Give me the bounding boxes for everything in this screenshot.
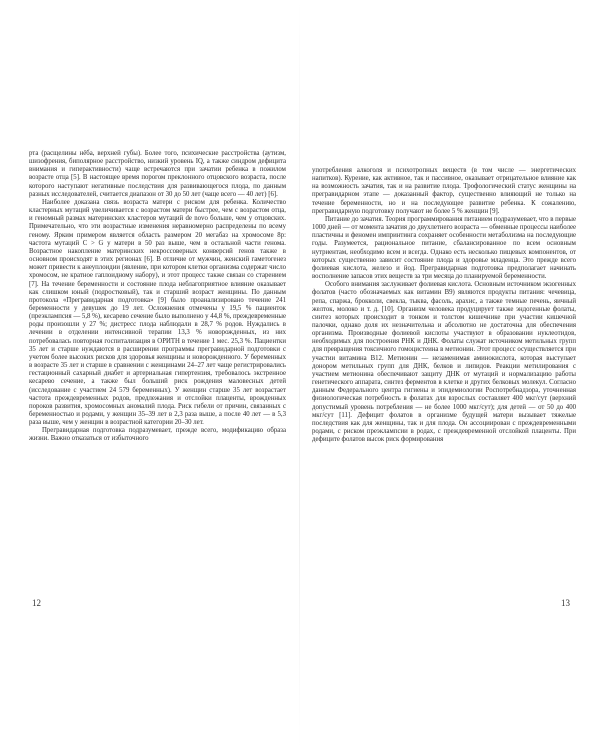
right-paragraph-3: Особого внимания заслуживает фолиевая кислота. Основным источником экзогенных фолатов (часто обозначаемых как витамин B9) являются продукты питания: чечевица, репа, спаржа, брокколи, свекла, тыква, фасоль, арахис, а также темные печень, яичный желток, молоко и т. д. [10]. Организм человека продуцирует также эндогенные фолаты, синтез которых происходит в тонком и толстом кишечнике при участии кишечной палочки, однако доля их незначительна и абсолютно не достаточна для обеспечения организма. Производные фолиевой кислоты участвуют в образовании нуклеотидов, необходимых для построения РНК и ДНК. Фолаты служат источником метильных групп для превращения токсичного гомоцистеина в метионин. Этот процесс осуществляется при участии витамина B12. Метионин — незаменимая аминокислота, которая выступает донором метильных групп для ДНК, белков и липидов. Реакции метилирования с участием метионина обеспечивают защиту ДНК от мутаций и нормализацию работы генетического аппарата, синтез ферментов в клетке и других белковых молекул. Согласно данным Федерального центра гигиены и эпидемиологии Роспотребнадзора, уточненная физиологическая потребность в фолатах для взрослых составляет 400 мкг/сут (верхний допустимый уровень потребления — не более 1000 мкг/сут); для детей — от 50 до 400 мкг/сут [11]. Дефицит фолатов в организме будущей матери вызывает тяжелые последствия как для женщины, так и для плода. Он ассоциирован с преждевременными родами, с риском преэклампсии в родах, с преждевременной отслойкой плаценты. При дефиците фолатов высок риск формирования [312,281,576,444]
left-paragraph-2: Наиболее доказана связь возраста матери с риском для ребенка. Количество кластерных мутаций увеличивается с возрастом матери быстрее, чем с возрастом отца, и геномный размах материнских кластеров мутаций de novo больше, чем у отцовских. Примечательно, что эти возрастные изменения неравномерно распределены по всему геному. Ярким примером является область размером 20 мегабаз на хромосоме 8р: частота мутаций C > G у матери в 50 раз выше, чем в остальной части генома. Возрастное накопление материнских некроссоверных конверсий генов также в основном происходят в этих регионах [6]. В отличие от мужчин, женский гаметогенез может привести к анеуплоидии (явление, при котором клетки организма содержат число хромосом, не кратное гаплоидному набору), и этот процесс также связан со старением [7]. На течение беременности и состояние плода неблагоприятное влияние оказывает как слишком юный (подростковый), так и старший возраст женщины. По данным протокола «Прегравидарная подготовка» [9] было проанализировано течение 241 беременности у девушек до 19 лет. Осложнения отмечены у 19,5 % пациенток (преэклампсия — 5,8 %), кесарево сечение было выполнено у 44,8 %, преждевременные роды произошли у 27 %; дистресс плода наблюдали в 28,7 % родов. Нуждались в лечении в отделении интенсивной терапии 13,3 % новорожденных, из них потребовалась повторная госпитализация в ОРИТН в течение 1 мес. 25,3 %. Пациентки 35 лет и старше нуждаются в расширении программы прегравидарной подготовки с учетом более высоких рисков для здоровья женщины и новорожденного. У беременных в возрасте 35 лет и старше в сравнении с женщинами 24–27 лет чаще регистрировались гестационный сахарный диабет и артериальная гипертензия, требовалось экстренное кесарево сечение, а также был больший риск рождения маловесных детей (исследование с участием 24 579 беременных). У женщин старше 35 лет возрастает частота преждевременных родов, предлежания и отслойки плаценты, врожденных пороков развития, хромосомных аномалий плода. Риск гибели от причин, связанных с беременностью и родами, у женщин 35–39 лет в 2,3 раза выше, а после 40 лет — в 5,3 раза выше, чем у женщин в возрастной категории 20–30 лет. [29,198,286,427]
page-number-left: 12 [32,598,41,608]
page-number-right: 13 [561,598,570,608]
right-paragraph-1: употребления алкоголя и психотропных веществ (в том числе — энергетических напитков). Курение, как активное, так и пассивное, оказывает отрицательное влияние как на возможность зачатия, так и на развитие плода. Трофологический статус женщины на прегравидарном этапе — доказанный фактор, существенно влияющий не только на течение беременности, но и на последующее развитие ребенка. К сожалению, прегравидарную подготовку получают не более 5 % женщин [9]. [312,167,576,215]
right-paragraph-2: Питание до зачатия. Теория программирования питанием подразумевает, что в первые 1000 дней — от момента зачатия до двухлетнего возраста — обменные процессы наиболее пластичны и феномен импринтинга сохраняет особенности метаболизма на последующие годы. Разумеется, рациональное питание, сбалансированное по всем основным нутриентам, необходимо всем и всегда. Однако есть несколько пищевых компонентов, от которых существенно зависит состояние плода и здоровье младенца. Это прежде всего фолиевая кислота, железо и йод. Прегравидарная подготовка предполагает начинать восполнение запасов этих веществ за три месяца до планируемой беременности. [312,215,576,281]
right-page [300,0,600,750]
left-paragraph-1: рта (расщелины нёба, верхней губы). Более того, психические расстройства (аутизм, шизофрения, биполярное расстройство, низкий уровень IQ, а также синдром дефицита внимания и гиперактивности) чаще встречаются при зачатии ребенка в пожилом возрасте отца [5]. В настоящее время порогом преклонного отцовского возраста, после которого наступают негативные последствия для развивающегося плода, по данным разных исследователей, считается диапазон от 30 до 50 лет (чаще всего — 40 лет) [6]. [29,150,286,198]
left-paragraph-3: Прегравидарная подготовка подразумевает, прежде всего, модификацию образа жизни. Важно отказаться от избыточного [29,427,286,443]
